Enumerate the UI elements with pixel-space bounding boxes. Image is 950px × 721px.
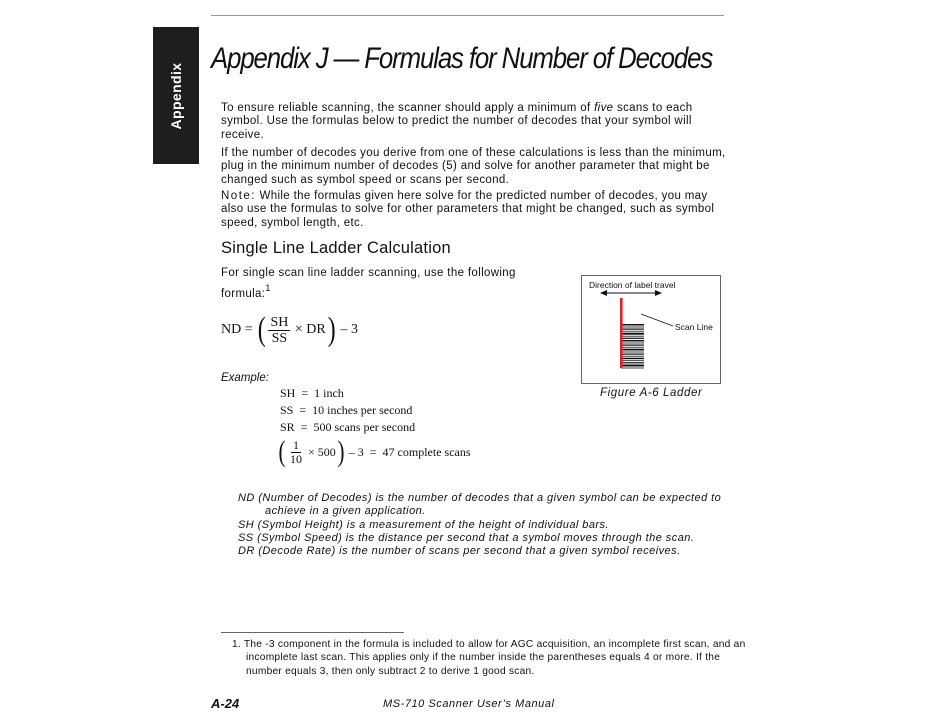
page-title: Appendix J — Formulas for Number of Decodes bbox=[211, 42, 713, 75]
example-line-sr: SR = 500 scans per second bbox=[280, 420, 416, 434]
formula-tail: – 3 bbox=[340, 322, 359, 337]
calc-times: × bbox=[308, 444, 315, 459]
page-number: A-24 bbox=[211, 696, 240, 711]
definition-dr: DR (Decode Rate) is the number of scans per second that a given symbol receives. bbox=[238, 545, 681, 558]
example-label: Example: bbox=[221, 372, 269, 384]
minimum-paragraph: If the number of decodes you derive from one of these calculations is less than the minimum, plug in the minimum number of decodes (5) and solve for another parameter that might be changed such as symbol speed or scans per second. bbox=[221, 147, 726, 186]
open-paren: ( bbox=[257, 311, 266, 348]
calc-value: 500 bbox=[317, 444, 336, 459]
example-line-ss: SS = 10 inches per second bbox=[280, 403, 413, 417]
note-paragraph: Note: While the formulas given here solve for the predicted number of decodes, you may also use the formulas to solve for other parameters that might be changed, such as symbol speed, symbol length, etc. bbox=[221, 190, 715, 229]
definition-sh: SH (Symbol Height) is a measurement of the height of individual bars. bbox=[238, 518, 609, 531]
ladder-figure bbox=[581, 275, 721, 384]
header-rule bbox=[211, 15, 724, 16]
appendix-side-tab bbox=[153, 27, 199, 164]
footer-manual-title: MS-710 Scanner User’s Manual bbox=[383, 698, 555, 710]
definitions-list bbox=[238, 492, 728, 558]
side-tab-label: Appendix bbox=[168, 62, 184, 129]
scan-line-icon bbox=[620, 298, 623, 368]
decode-formula bbox=[221, 313, 358, 347]
close-paren: ) bbox=[327, 311, 336, 348]
calc-fraction bbox=[288, 439, 304, 466]
figure-caption: Figure A-6 Ladder bbox=[600, 387, 703, 399]
formula-numerator: SH bbox=[270, 314, 289, 330]
definition-ss: SS (Symbol Speed) is the distance per second that a symbol moves through the scan. bbox=[238, 531, 695, 544]
footnote-reference: 1 bbox=[265, 283, 271, 293]
intro-paragraph: To ensure reliable scanning, the scanner should apply a minimum of five scans to each symbol. Use the formulas below to predict the number of decodes that your symbol will receive. bbox=[221, 102, 693, 141]
formula-denominator: SS bbox=[271, 330, 288, 346]
calc-open-paren: ( bbox=[278, 435, 286, 468]
footnote: 1. The -3 component in the formula is included to allow for AGC acquisition, an incomplete first scan, and an incomplete last scan. This applies only if the number inside the parentheses equals 4 or more. If the number equals 3, then only subtract 2 to derive 1 good scan. bbox=[232, 639, 746, 677]
calc-close-paren: ) bbox=[337, 435, 345, 468]
calc-numerator: 1 bbox=[293, 437, 299, 452]
example-calculation bbox=[277, 437, 471, 467]
definition-nd: ND (Number of Decodes) is the number of decodes that a given symbol can be expected to achieve in a given application. bbox=[238, 492, 722, 518]
formula-times: × bbox=[294, 322, 303, 337]
formula-intro: For single scan line ladder scanning, use the following formula:$^1$ bbox=[221, 267, 516, 300]
footnote-rule bbox=[221, 632, 404, 633]
emphasis-five: five bbox=[594, 102, 614, 114]
note-label: Note: bbox=[221, 190, 256, 202]
direction-arrow-icon bbox=[600, 290, 662, 296]
formula-rate: DR bbox=[306, 322, 326, 337]
direction-label: Direction of label travel bbox=[589, 280, 676, 290]
formula-lhs: ND = bbox=[221, 322, 253, 337]
scan-line-label: Scan Line bbox=[675, 322, 713, 332]
barcode-ladder-icon bbox=[621, 324, 644, 368]
example-line-sh: SH = 1 inch bbox=[280, 386, 344, 400]
section-heading: Single Line Ladder Calculation bbox=[221, 239, 451, 257]
ladder-diagram bbox=[582, 276, 720, 383]
scan-line-leader bbox=[641, 314, 673, 326]
calc-denominator: 10 bbox=[290, 451, 302, 466]
calc-result: – 3 = 47 complete scans bbox=[348, 444, 471, 459]
formula-fraction bbox=[268, 315, 290, 346]
